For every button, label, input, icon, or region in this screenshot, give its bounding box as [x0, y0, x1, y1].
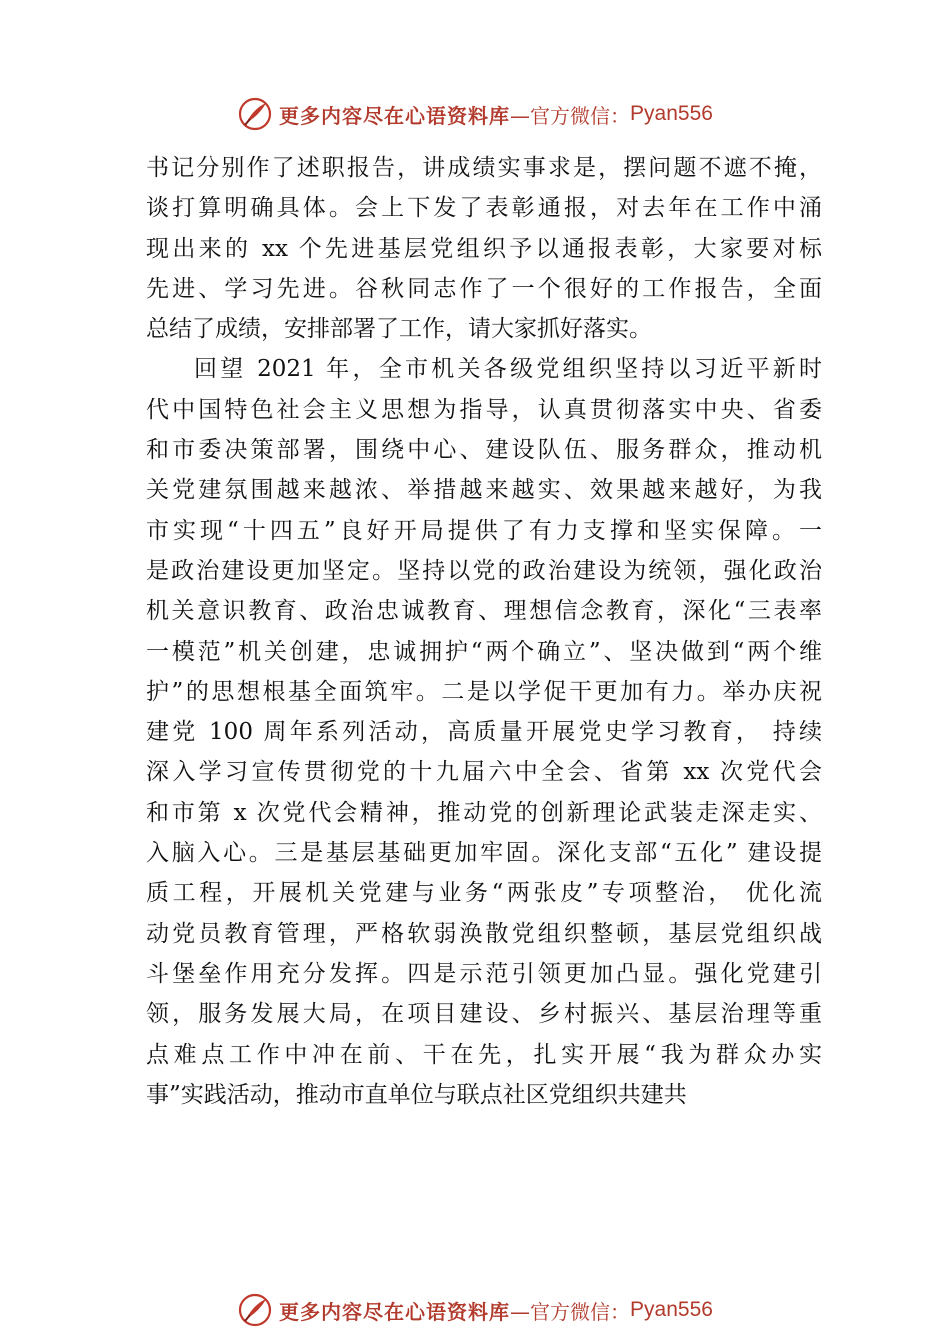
- quill-pen-logo-icon: [237, 1292, 273, 1328]
- header-brand-text: 更多内容尽在心语资料库: [279, 103, 511, 128]
- header-banner: [0, 94, 950, 134]
- body-text-line: 入脑入心。三是基层基础更加牢固。深化支部“五化” 建设提: [146, 840, 822, 867]
- header-dash-text: —官方微信：: [510, 103, 631, 128]
- body-text-line: 回望 2021 年，全市机关各级党组织坚持以习近平新时: [194, 356, 822, 383]
- footer-wechat-id: Pyan556: [630, 1298, 713, 1321]
- body-text-line: 动党员教育管理，严格软弱涣散党组织整顿，基层党组织战: [146, 920, 822, 947]
- body-text-line: 现出来的 xx 个先进基层党组织予以通报表彰，大家要对标: [146, 235, 822, 262]
- body-text-line: 先进、学习先进。谷秋同志作了一个很好的工作报告，全面: [146, 275, 822, 302]
- footer-banner: [0, 1290, 950, 1330]
- body-text-line: 书记分别作了述职报告，讲成绩实事求是，摆问题不遮不掩，: [146, 155, 822, 181]
- footer-dash-text: —官方微信：: [510, 1299, 631, 1324]
- document-body: [146, 148, 822, 1115]
- body-text-line: 和市第 x 次党代会精神，推动党的创新理论武装走深走实、: [146, 799, 822, 826]
- body-text-line: 深入学习宣传贯彻党的十九届六中全会、省第 xx 次党代会: [146, 759, 822, 786]
- body-text-line: 谈打算明确具体。会上下发了表彰通报，对去年在工作中涌: [146, 195, 822, 222]
- header-wechat-id: Pyan556: [630, 102, 713, 125]
- body-text-line: 是政治建设更加坚定。坚持以党的政治建设为统领，强化政治: [146, 557, 822, 584]
- body-text-line: 一模范”机关创建，忠诚拥护“两个确立”、坚决做到“两个维: [146, 638, 822, 665]
- body-text-line: 市实现“十四五”良好开局提供了有力支撑和坚实保障。一: [146, 517, 822, 544]
- body-text-line: 点难点工作中冲在前、干在先，扎实开展“我为群众办实: [146, 1041, 822, 1068]
- body-text-line: 事”实践活动，推动市直单位与联点社区党组织共建共: [146, 1081, 687, 1108]
- footer-brand-text: 更多内容尽在心语资料库: [279, 1299, 511, 1324]
- body-text-line: 机关意识教育、政治忠诚教育、理想信念教育，深化“三表率: [146, 598, 822, 625]
- body-text-line: 关党建氛围越来越浓、举措越来越实、效果越来越好，为我: [146, 477, 822, 504]
- body-text-line: 建党 100 周年系列活动，高质量开展党史学习教育， 持续: [146, 719, 822, 746]
- body-text-line: 护”的思想根基全面筑牢。二是以学促干更加有力。举办庆祝: [146, 678, 822, 705]
- body-text-line: 总结了成绩，安排部署了工作，请大家抓好落实。: [146, 316, 652, 343]
- body-text-line: 领，服务发展大局，在项目建设、乡村振兴、基层治理等重: [146, 1001, 822, 1028]
- body-text-line: 代中国特色社会主义思想为指导，认真贯彻落实中央、省委: [146, 396, 822, 423]
- body-text-line: 斗堡垒作用充分发挥。四是示范引领更加凸显。强化党建引: [146, 960, 822, 987]
- body-text-line: 和市委决策部署，围绕中心、建设队伍、服务群众，推动机: [146, 437, 822, 464]
- quill-pen-logo-icon: [237, 96, 273, 132]
- body-text-line: 质工程，开展机关党建与业务“两张皮”专项整治， 优化流: [146, 880, 822, 907]
